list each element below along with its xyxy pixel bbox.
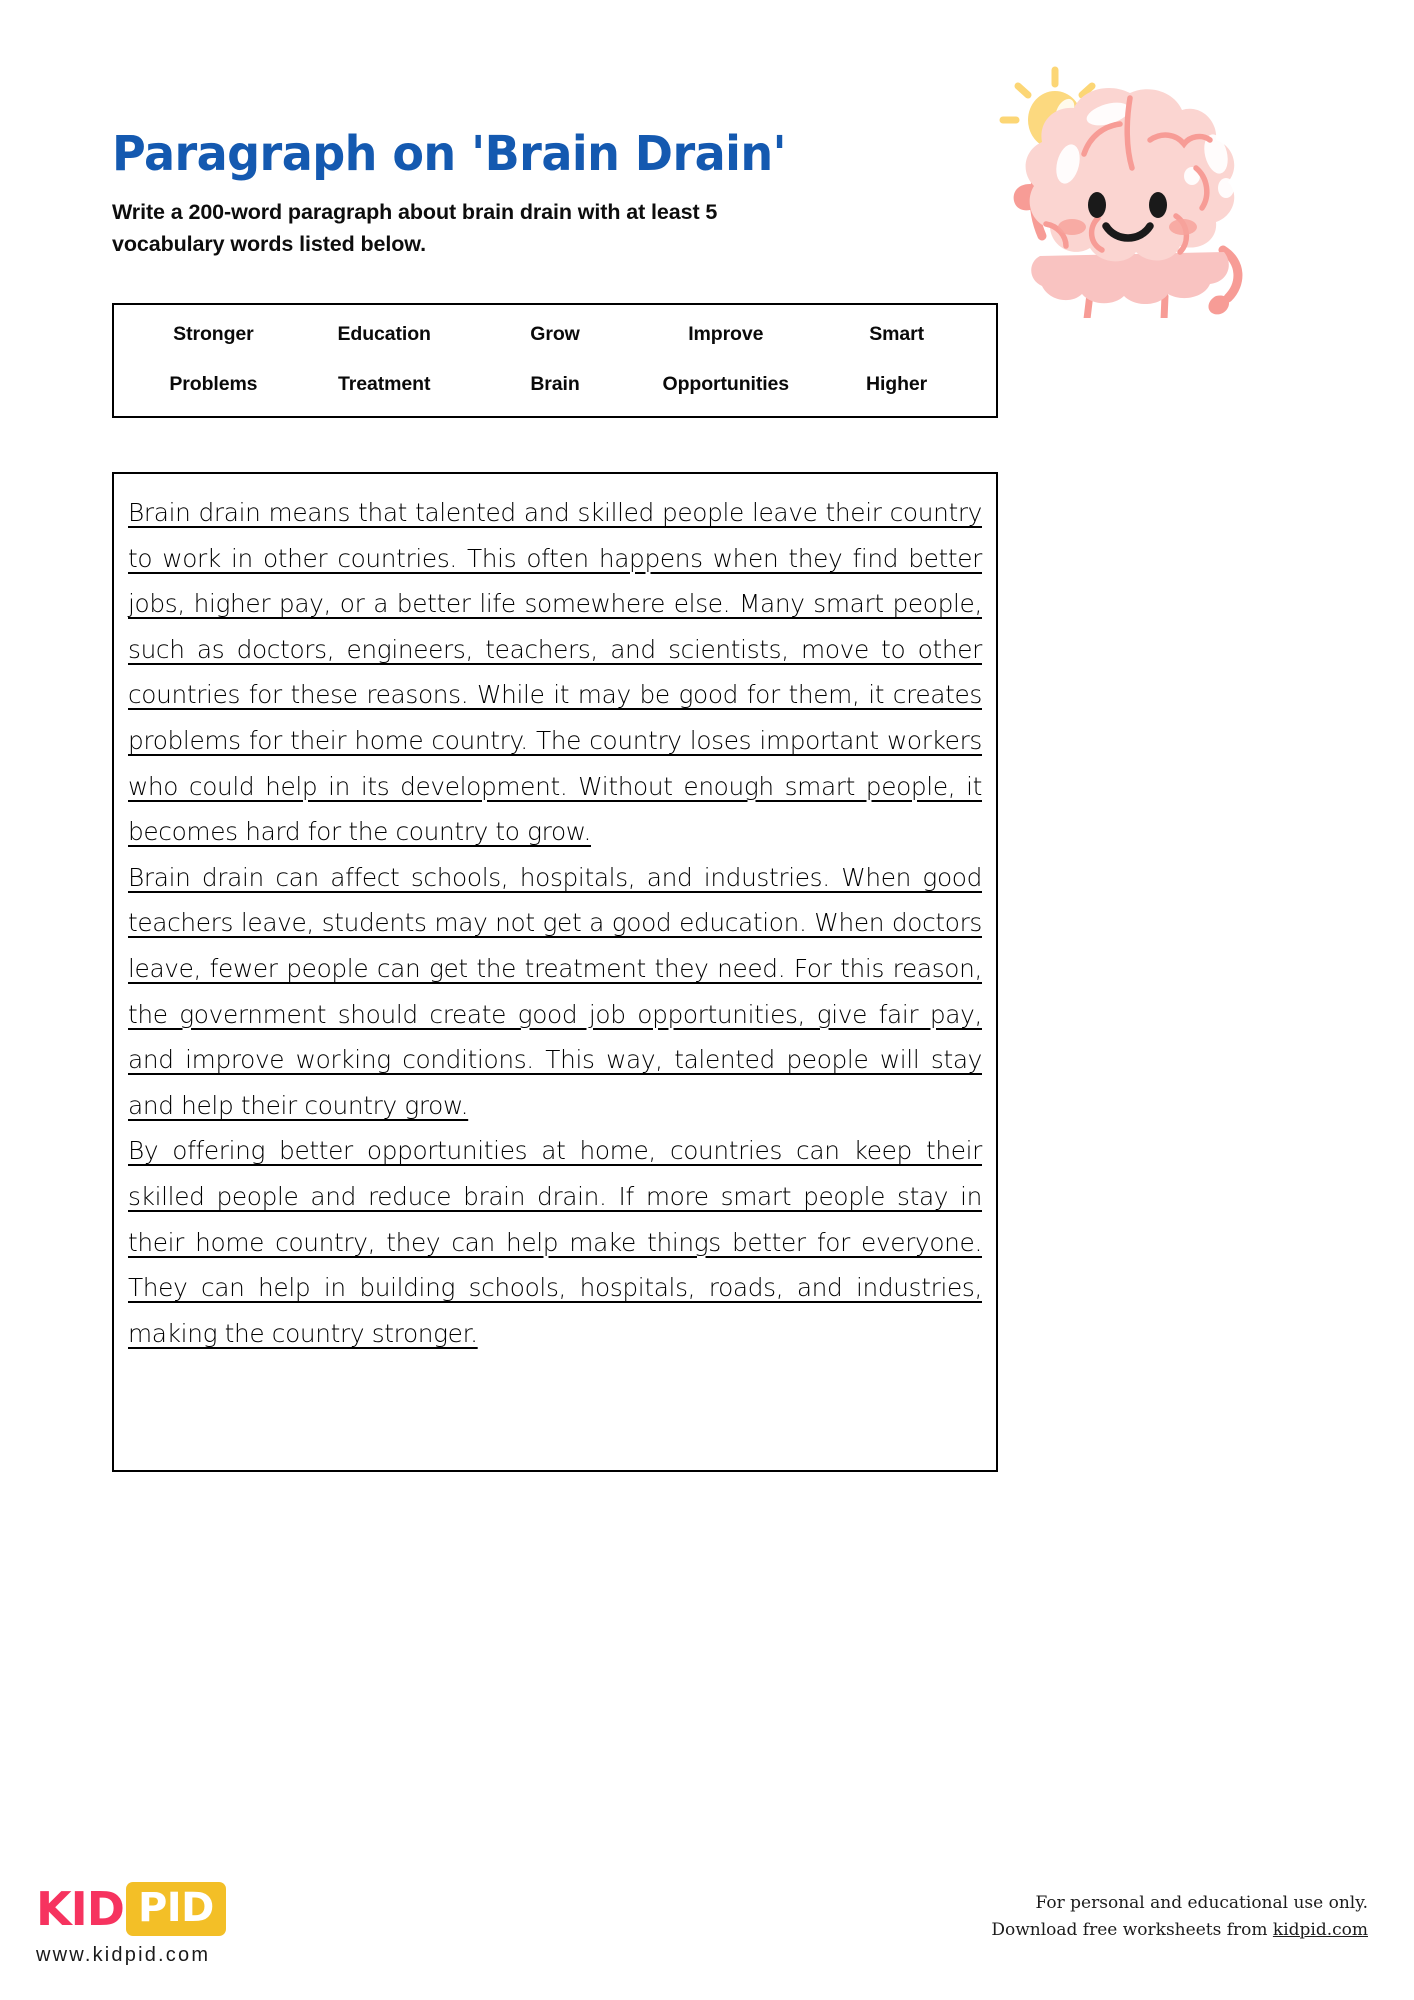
vocab-word: Education xyxy=(337,323,431,345)
vocab-word: Brain xyxy=(530,373,580,395)
vocabulary-row-2 xyxy=(128,360,982,410)
vocab-word: Smart xyxy=(869,323,924,345)
brain-lower-lobe xyxy=(1031,252,1229,304)
page-instructions: Write a 200-word paragraph about brain drain with at least 5 vocabulary words listed below. xyxy=(112,200,718,256)
vocab-word: Improve xyxy=(688,323,764,345)
footer-note-prefix: Download free worksheets from xyxy=(991,1920,1273,1940)
answer-box[interactable] xyxy=(112,472,998,1472)
footer-kidpid-link[interactable]: kidpid.com xyxy=(1272,1920,1368,1940)
answer-paragraph: Brain drain means that talented and skilled people leave their country to work in other countries. This often happens when they find better jobs, higher pay, or a better life somewhere else. Many smart people, such as doctors, engineers, teachers, and scientists, move to other countries for these reasons. While it may be good for them, it creates problems for their home country. The country loses important workers who could help in its development. Without enough smart people, it becomes hard for the country to grow. xyxy=(128,498,982,847)
vocab-word: Higher xyxy=(866,373,928,395)
brain-mascot-icon xyxy=(980,48,1280,318)
footer-usage-note xyxy=(991,1890,1368,1944)
answer-paragraph: By offering better opportunities at home, countries can keep their skilled people and reduce brain drain. If more smart people stay in their home country, they can help make things better for everyone. They can help in building schools, hospitals, roads, and industries, making the country stronger. xyxy=(128,1136,982,1348)
worksheet-footer xyxy=(0,1872,1414,2000)
vocab-word: Problems xyxy=(169,373,258,395)
logo-pid-badge: PID xyxy=(126,1882,226,1936)
logo-website-url: www.kidpid.com xyxy=(36,1944,211,1966)
logo-wordmark xyxy=(36,1882,456,1936)
vocab-word: Treatment xyxy=(338,373,431,395)
vocab-word: Grow xyxy=(530,323,580,345)
answer-paragraph: Brain drain can affect schools, hospitals, and industries. When good teachers leave, students may not get a good education. When doctors leave, fewer people can get the treatment they need. For this reason, the government should create good job opportunities, give fair pay, and improve working conditions. This way, talented people will stay and help their country grow. xyxy=(128,862,982,1120)
page-title: Paragraph on 'Brain Drain' xyxy=(112,126,787,182)
vocab-word: Opportunities xyxy=(662,373,790,395)
vocabulary-box xyxy=(112,303,998,418)
logo-kid-text: KID xyxy=(36,1882,124,1936)
footer-note-line-1: For personal and educational use only. xyxy=(1035,1893,1368,1913)
kidpid-logo[interactable] xyxy=(36,1882,456,1967)
vocab-word: Stronger xyxy=(173,323,254,345)
footer-note-line-2 xyxy=(991,1917,1368,1944)
mascot-left-eye xyxy=(1088,192,1106,218)
mascot-right-eye xyxy=(1149,192,1167,218)
vocabulary-row-1 xyxy=(128,310,982,360)
